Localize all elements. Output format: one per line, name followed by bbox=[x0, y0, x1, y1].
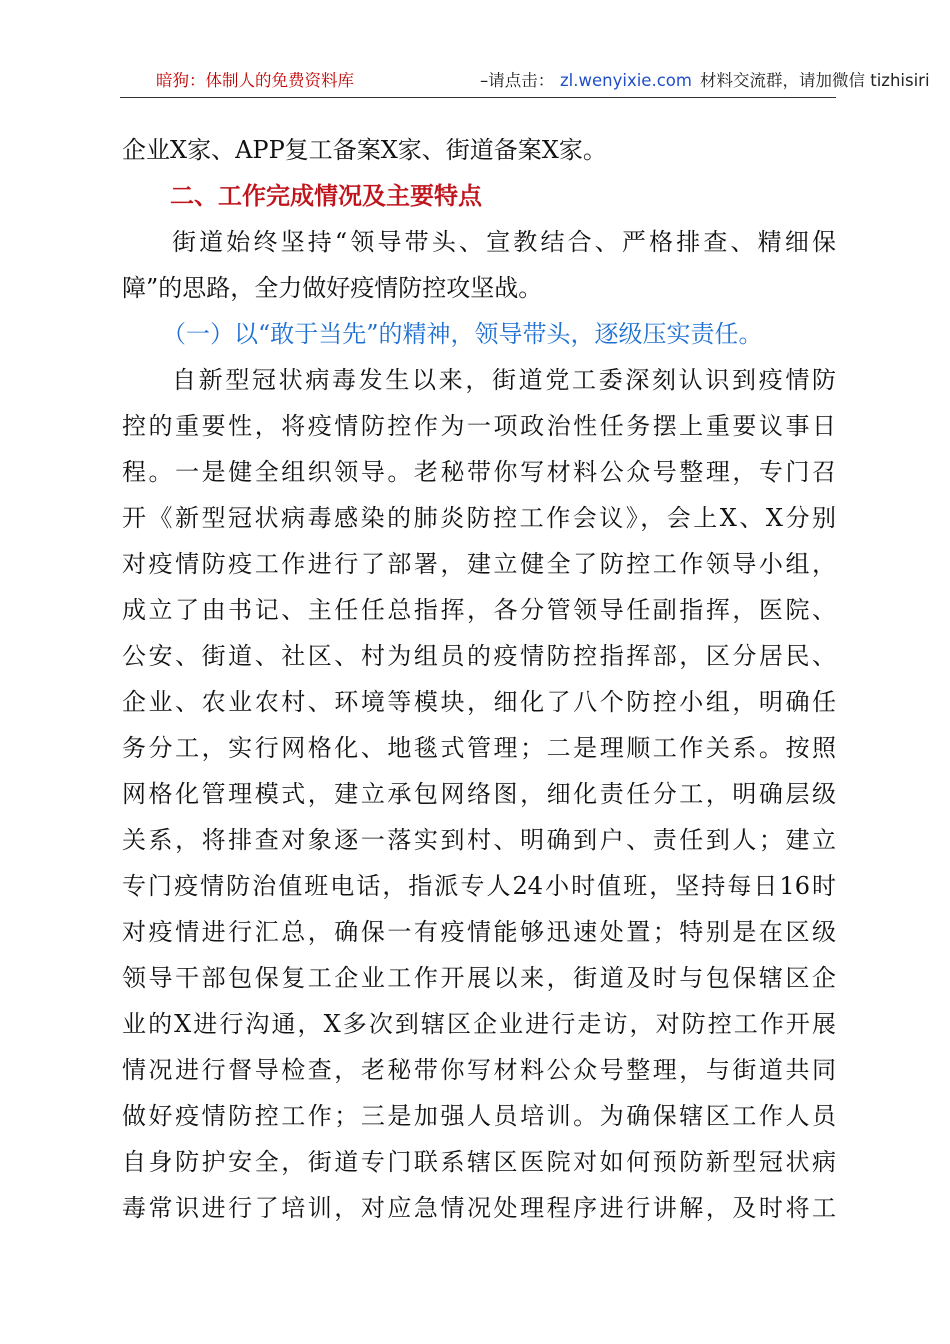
body-line: 成立了由书记、主任任总指挥，各分管领导任副指挥，医院、 bbox=[122, 596, 836, 624]
body-line: 专门疫情防治值班电话，指派专人24小时值班，坚持每日16时 bbox=[122, 872, 836, 900]
header-click-prompt: –请点击： bbox=[480, 71, 555, 90]
body-line: 领导干部包保复工企业工作开展以来，街道及时与包保辖区企 bbox=[122, 964, 836, 992]
document-body bbox=[122, 127, 836, 1231]
body-line: 企业、农业农村、环境等模块，细化了八个防控小组，明确任 bbox=[122, 688, 836, 716]
body-line: 自身防护安全，街道专门联系辖区医院对如何预防新型冠状病 bbox=[122, 1148, 836, 1176]
subsection-heading: （一）以“敢于当先”的精神，领导带头，逐级压实责任。 bbox=[162, 320, 763, 348]
header-link[interactable]: zl.wenyixie.com bbox=[560, 71, 692, 90]
body-line: 毒常识进行了培训，对应急情况处理程序进行讲解，及时将工 bbox=[122, 1194, 836, 1222]
body-line: 自新型冠状病毒发生以来，街道党工委深刻认识到疫情防 bbox=[172, 366, 836, 394]
body-line: 做好疫情防控工作；三是加强人员培训。为确保辖区工作人员 bbox=[122, 1102, 836, 1130]
body-line: 街道始终坚持“领导带头、宣教结合、严格排查、精细保 bbox=[172, 228, 836, 256]
body-line: 业的X进行沟通，X多次到辖区企业进行走访，对防控工作开展 bbox=[122, 1010, 836, 1038]
section-heading: 二、工作完成情况及主要特点 bbox=[170, 182, 482, 210]
page-header bbox=[120, 66, 930, 96]
body-line: 开《新型冠状病毒感染的肺炎防控工作会议》，会上X、X分别 bbox=[122, 504, 836, 532]
body-line: 对疫情进行汇总，确保一有疫情能够迅速处置；特别是在区级 bbox=[122, 918, 836, 946]
body-line: 对疫情防疫工作进行了部署，建立健全了防控工作领导小组， bbox=[122, 550, 836, 578]
header-divider bbox=[120, 97, 836, 98]
body-line: 控的重要性，将疫情防控作为一项政治性任务摆上重要议事日 bbox=[122, 412, 836, 440]
body-line: 关系，将排查对象逐一落实到村、明确到户、责任到人；建立 bbox=[122, 826, 836, 854]
body-line: 障”的思路，全力做好疫情防控攻坚战。 bbox=[122, 274, 543, 302]
body-line: 企业X家、APP复工备案X家、街道备案X家。 bbox=[122, 136, 607, 164]
header-wechat-note: 材料交流群，请加微信 tizhisiri bbox=[700, 71, 930, 90]
body-line: 情况进行督导检查，老秘带你写材料公众号整理，与街道共同 bbox=[122, 1056, 836, 1084]
body-line: 网格化管理模式，建立承包网络图，细化责任分工，明确层级 bbox=[122, 780, 836, 808]
body-line: 公安、街道、社区、村为组员的疫情防控指挥部，区分居民、 bbox=[122, 642, 836, 670]
header-site-name: 暗狗：体制人的免费资料库 bbox=[156, 71, 354, 90]
body-line: 程。一是健全组织领导。老秘带你写材料公众号整理，专门召 bbox=[122, 458, 836, 486]
body-line: 务分工，实行网格化、地毯式管理；二是理顺工作关系。按照 bbox=[122, 734, 836, 762]
